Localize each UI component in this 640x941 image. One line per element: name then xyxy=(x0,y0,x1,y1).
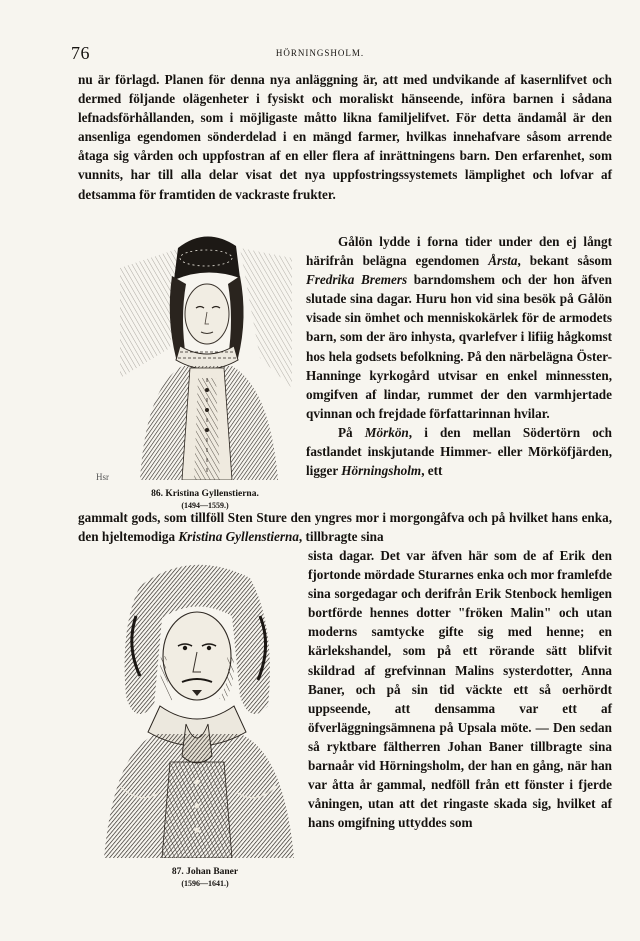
fig-87-dates: (1596—1641.) xyxy=(181,879,229,888)
engraving-man-portrait xyxy=(100,556,296,858)
fig-86-dates: (1494—1559.) xyxy=(181,501,229,510)
person-kristina-gyllenstierna: Kristina Gyllenstierna xyxy=(178,529,299,545)
caption-fig-87 xyxy=(120,866,290,890)
paragraph-gammalt-gods xyxy=(78,508,612,546)
middle-paragraph xyxy=(78,508,612,546)
paragraph-galon xyxy=(306,232,612,423)
text-run: barndomshem och der hon äfven slutade sina dagar. Huru hon vid sina besök på Gålön visade sin ömhet och menniskokärlek för de armodets barn, som der äro inhysta, qvarlefver i lifiig hågkomst hos hela godsets befolkning. På den närbelägna Öster-Hanninge kyrkogård utvisar en enkel minnessten, omgifven af lindar, rummet der den varmhjertade qvinnan och frejdade författarinnan hvilar. xyxy=(306,272,612,421)
text-run: Gålön lydde i forna tider under den ej långt härifrån belägna egendomen xyxy=(306,234,612,269)
portrait-kristina-gyllenstierna xyxy=(120,228,292,480)
place-horningsholm: Hörningsholm xyxy=(341,463,422,479)
engraving-woman-portrait xyxy=(120,228,292,480)
paragraph-sturarnes: sista dagar. Det var äfven här som de af Erik den fjortonde mördade Sturarnes enka och mor framlefde sina sorgedagar och derifrån Erik Stenbock hemligen bortförde hennes dotter "fröken Malin" och utan moderns samtycke gifte sig med henne; en kärlekshandel, som på ett rörande sätt blifvit skildrad af grefvinnan Malins systerdotter, Anna Baner, och på sin tid väckte ett så oerhördt uppseende, att densamma var ett af öfverläggningsämnena på Upsala möte. — Den sedan så ryktbare fältherren Johan Baner tillbragte sina barnaår vid Hörningsholm, der han en gång, när han var åtta år gammal, nedföll från ett fönster i fjerde våningen, utan att det ringaste skada sig, hvilket af hans omgifning uttyddes som xyxy=(308,548,612,831)
portrait-johan-baner xyxy=(100,556,296,858)
text-run: gammalt gods, som tillföll Sten Sture den yngres mor i morgongåfva och på hvilket hans enka, den hjeltemodiga xyxy=(78,510,612,545)
right-column-lower xyxy=(308,546,612,832)
corner-mark: Hsr xyxy=(96,472,109,482)
opening-paragraph xyxy=(78,70,612,204)
fig-87-number: 87. xyxy=(171,867,184,877)
paragraph-morkon xyxy=(306,423,612,480)
text-run: På xyxy=(338,424,365,440)
paragraph-1: nu är förlagd. Planen för denna nya anläggning är, att med undvikande af kasernlifvet och dermed följande olägenheter i fysiskt och moraliskt hänseende, införa barnen i sådana lefnadsförhållanden, som i möjligaste måtto likna familjelifvet. För detta ändamål är den ansenliga egendomen sönderdelad i en mängd farmer, hvilkas innehafvare såsom arrende åtaga sig vården och uppfostran af en eller flera af inrättningens barn. Den erfarenhet, som vunnits, har till alla delar visat det nya uppfostringssystemets lämplighet och lofvar af detsamma för framtiden de vackraste frukter. xyxy=(78,72,612,202)
page-number: 76 xyxy=(71,43,90,63)
person-fredrika-bremer: Fredrika Bremers xyxy=(306,272,408,288)
running-head: HÖRNINGSHOLM. xyxy=(275,48,365,58)
text-run: , i den mellan Södertörn och fastlandet inskjutande Himmer- eller Mörköfjärden, ligger xyxy=(306,424,612,479)
text-run: , bekant såsom xyxy=(517,253,612,269)
fig-86-name: Kristina Gyllenstierna. xyxy=(165,489,259,499)
place-arsta: Årsta xyxy=(488,253,518,269)
fig-87-name: Johan Baner xyxy=(186,867,239,877)
fig-86-number: 86. xyxy=(151,489,164,499)
place-morkon: Mörkön xyxy=(364,424,409,440)
right-column-upper xyxy=(306,232,612,480)
text-run: , tillbragte sina xyxy=(298,529,384,545)
text-run: , ett xyxy=(421,463,443,479)
